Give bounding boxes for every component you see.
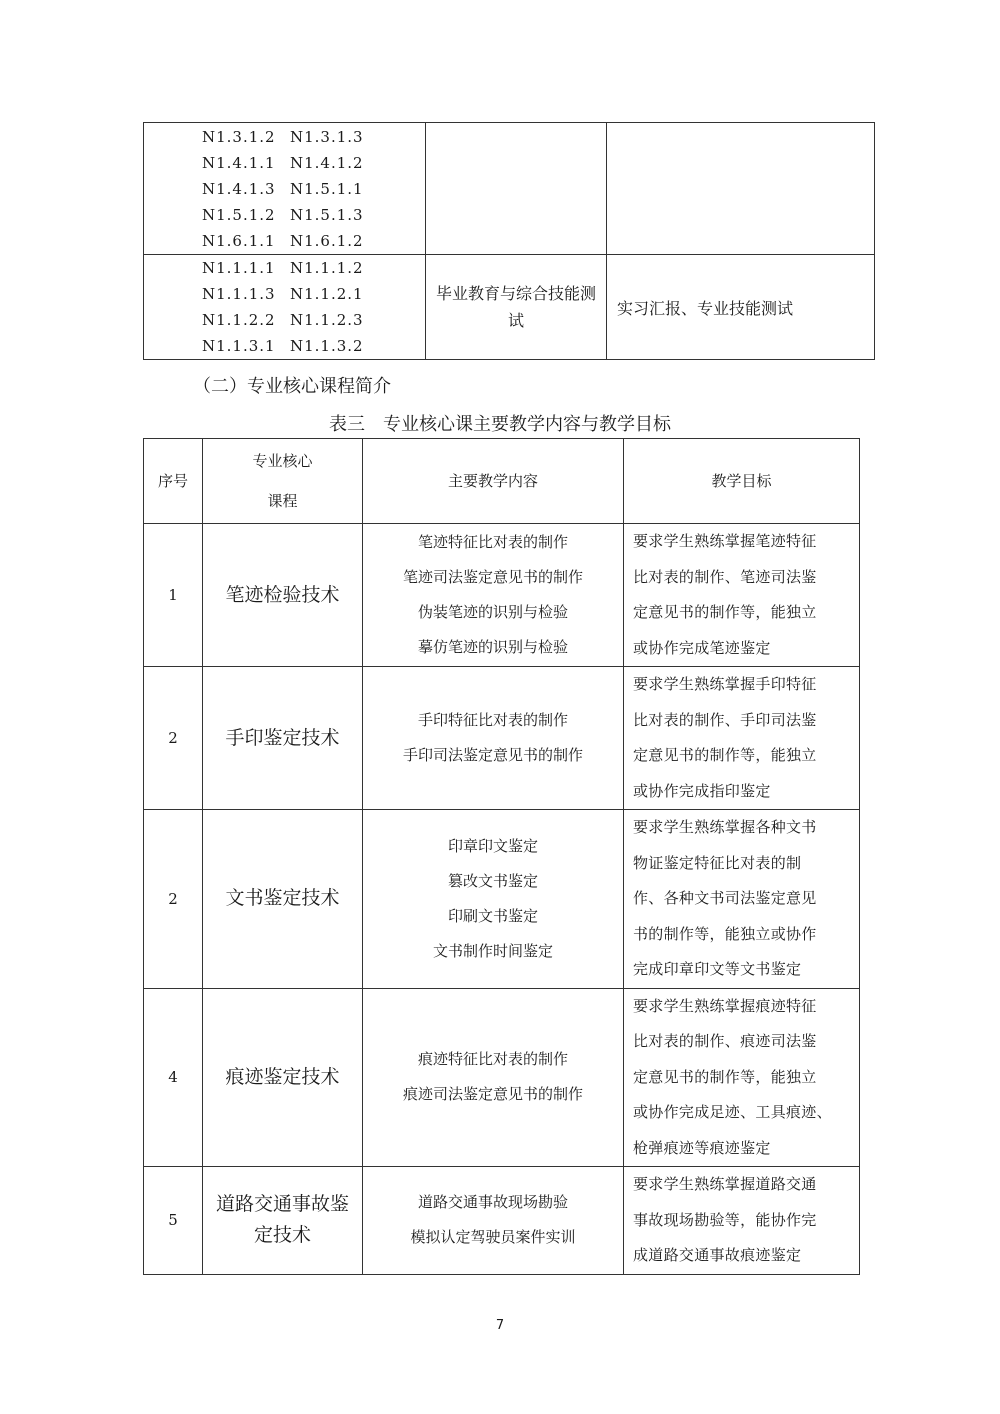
- table-row: [144, 255, 875, 360]
- indicator-code: N1.1.1.1: [202, 259, 276, 277]
- goal-cell: [624, 810, 860, 989]
- code-line: [202, 228, 425, 254]
- row-index: 4: [144, 988, 203, 1167]
- header-index: 序号: [144, 439, 203, 524]
- row-index: 2: [144, 810, 203, 989]
- code-line: [202, 124, 425, 150]
- table-row: [144, 524, 860, 667]
- goal-line: 定意见书的制作等，能独立: [633, 1067, 817, 1086]
- indicator-codes-cell: [144, 255, 426, 360]
- indicator-code: N1.6.1.1: [202, 231, 276, 250]
- goal-line: 定意见书的制作等，能独立: [633, 603, 817, 621]
- row-index: 1: [144, 524, 203, 667]
- content-line: 笔迹特征比对表的制作: [417, 533, 568, 551]
- goal-line: 要求学生熟练掌握笔迹特征: [633, 532, 817, 550]
- header-content: 主要教学内容: [363, 439, 624, 524]
- goal-cell: [624, 667, 860, 810]
- indicator-code: N1.1.2.2: [202, 311, 276, 329]
- header-goal: 教学目标: [624, 439, 860, 524]
- course-name: 手印鉴定技术: [203, 667, 363, 810]
- course-cell: [426, 123, 607, 255]
- page-number: 7: [495, 1318, 505, 1333]
- table-row: [144, 123, 875, 255]
- indicator-code: N1.3.1.2: [202, 127, 276, 146]
- content-line: 伪装笔迹的识别与检验: [417, 603, 568, 621]
- goal-line: 书的制作等，能独立或协作: [633, 924, 817, 943]
- goal-line: 成道路交通事故痕迹鉴定: [633, 1246, 802, 1264]
- content-line: 模拟认定驾驶员案件实训: [410, 1228, 576, 1247]
- header-course-line: 课程: [267, 492, 298, 510]
- indicator-code: N1.4.1.2: [290, 153, 364, 172]
- goal-line: 或协作完成笔迹鉴定: [633, 638, 771, 657]
- goal-line: 比对表的制作、笔迹司法鉴: [633, 567, 817, 586]
- table-row: [144, 667, 860, 810]
- goal-line: 比对表的制作、手印司法鉴: [633, 710, 817, 729]
- content-line: 手印特征比对表的制作: [417, 711, 568, 729]
- goal-line: 要求学生熟练掌握各种文书: [633, 818, 817, 836]
- content-line: 笔迹司法鉴定意见书的制作: [402, 568, 583, 586]
- goal-line: 要求学生熟练掌握道路交通: [633, 1175, 817, 1193]
- goal-line: 枪弹痕迹等痕迹鉴定: [633, 1138, 771, 1157]
- course-name: 痕迹鉴定技术: [203, 988, 363, 1167]
- content-line: 印章印文鉴定: [447, 836, 538, 855]
- content-cell: [363, 524, 624, 667]
- core-course-table: [143, 438, 860, 1275]
- code-line: [202, 333, 425, 359]
- code-line: [202, 202, 425, 228]
- course-name: 文书鉴定技术: [203, 810, 363, 989]
- indicator-code: N1.5.1.2: [202, 205, 276, 224]
- goal-line: 定意见书的制作等，能独立: [633, 746, 817, 764]
- indicator-code: N1.1.1.3: [202, 285, 276, 303]
- content-line: 篡改文书鉴定: [447, 871, 538, 890]
- indicator-code: N1.6.1.2: [290, 231, 364, 250]
- indicator-code: N1.3.1.3: [290, 127, 364, 146]
- table-row: [144, 988, 860, 1167]
- content-line: 痕迹特征比对表的制作: [417, 1050, 568, 1069]
- content-line: 摹仿笔迹的识别与检验: [417, 638, 568, 656]
- row-index: 5: [144, 1167, 203, 1275]
- course-name-line: 道路交通事故鉴: [215, 1193, 349, 1216]
- code-line: [202, 255, 425, 281]
- table-row: [144, 1167, 860, 1275]
- content-line: 文书制作时间鉴定: [432, 941, 553, 960]
- content-line: 手印司法鉴定意见书的制作: [402, 746, 583, 764]
- goal-cell: [624, 1167, 860, 1275]
- indicator-code: N1.5.1.1: [290, 179, 364, 198]
- content-line: 印刷文书鉴定: [447, 906, 538, 925]
- section-heading: （二）专业核心课程简介: [193, 376, 391, 397]
- content-line: 道路交通事故现场勘验: [417, 1193, 568, 1212]
- goal-cell: [624, 524, 860, 667]
- goal-line: 比对表的制作、痕迹司法鉴: [633, 1032, 817, 1050]
- content-cell: [363, 810, 624, 989]
- goal-line: 事故现场勘验等，能协作完: [633, 1210, 817, 1229]
- goal-line: 完成印章印文等文书鉴定: [633, 960, 802, 978]
- goal-line: 要求学生熟练掌握痕迹特征: [633, 996, 817, 1015]
- course-name: 笔迹检验技术: [203, 524, 363, 667]
- goal-cell: [624, 988, 860, 1167]
- goal-line: 或协作完成指印鉴定: [633, 781, 771, 800]
- goal-line: 物证鉴定特征比对表的制: [633, 853, 802, 872]
- table-title: 表三 专业核心课主要教学内容与教学目标: [329, 414, 671, 435]
- header-course: [203, 439, 363, 524]
- assessment-cell: 实习汇报、专业技能测试: [607, 255, 875, 360]
- curriculum-mapping-table: [143, 122, 875, 360]
- header-row: [144, 439, 860, 524]
- header-course-line: 专业核心: [252, 452, 313, 470]
- indicator-code: N1.1.2.3: [290, 311, 364, 329]
- code-line: [202, 281, 425, 307]
- indicator-code: N1.1.1.2: [290, 259, 364, 277]
- table-row: [144, 810, 860, 989]
- assessment-cell: [607, 123, 875, 255]
- code-line: [202, 307, 425, 333]
- indicator-code: N1.4.1.1: [202, 153, 276, 172]
- code-line: [202, 150, 425, 176]
- indicator-codes-cell: [144, 123, 426, 255]
- content-line: 痕迹司法鉴定意见书的制作: [402, 1085, 583, 1104]
- row-index: 2: [144, 667, 203, 810]
- course-name: [203, 1167, 363, 1275]
- course-name-line: 定技术: [253, 1224, 311, 1247]
- content-cell: [363, 667, 624, 810]
- content-cell: [363, 1167, 624, 1275]
- code-line: [202, 176, 425, 202]
- goal-line: 或协作完成足迹、工具痕迹、: [633, 1103, 832, 1121]
- indicator-code: N1.1.2.1: [290, 285, 364, 303]
- indicator-code: N1.4.1.3: [202, 179, 276, 198]
- course-cell: 毕业教育与综合技能测试: [426, 255, 607, 360]
- content-cell: [363, 988, 624, 1167]
- indicator-code: N1.1.3.2: [290, 337, 364, 355]
- goal-line: 作、各种文书司法鉴定意见: [633, 889, 817, 907]
- indicator-code: N1.5.1.3: [290, 205, 364, 224]
- goal-line: 要求学生熟练掌握手印特征: [633, 675, 817, 693]
- indicator-code: N1.1.3.1: [202, 337, 276, 355]
